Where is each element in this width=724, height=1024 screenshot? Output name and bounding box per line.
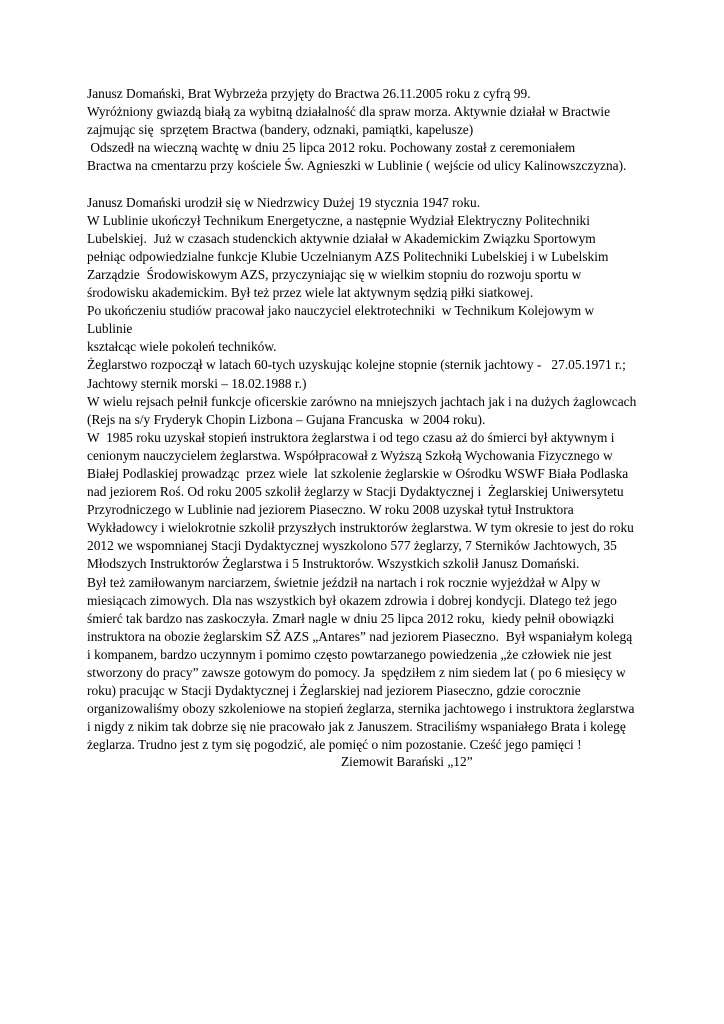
text-line: żeglarza. Trudno jest z tym się pogodzić, ale pomięć o nim pozostanie. Cześć jego pamięci !: [87, 737, 582, 753]
text-line: i kompanem, bardzo uczynnym i pomimo często powtarzanego powiedzenia „że człowiek nie jest: [87, 646, 612, 662]
text-line: śmierć tak bardzo nas zaskoczyła. Zmarł nagle w dniu 25 lipca 2012 roku, kiedy pełnił obowiązki: [87, 610, 615, 626]
text-line: Lubelskiej. Już w czasach studenckich aktywnie działał w Akademickim Związku Sportowym: [87, 230, 596, 246]
text-line: miesiącach zimowych. Dla nas wszystkich był okazem zdrowia i dobrej kondycji. Dlatego też jego: [87, 592, 617, 608]
text-line: Przyrodniczego w Lublinie nad jeziorem Piaseczno. W roku 2008 uzyskał tytuł Instruktora: [87, 502, 574, 518]
text-line: środowisku akademickim. Był też przez wiele lat aktywnym sędzią piłki siatkowej.: [87, 285, 534, 301]
text-line: Bractwa na cmentarzu przy kościele Św. Agnieszki w Lublinie ( wejście od ulicy Kalinowszczyzna).: [87, 158, 627, 174]
text-line: Był też zamiłowanym narciarzem, świetnie jeździł na nartach i rok rocznie wyjeżdżał w Alpy w: [87, 574, 601, 590]
text-line: Wykładowcy i wielokrotnie szkolił przyszłych instruktorów żeglarstwa. W tym okresie to jest do roku: [87, 520, 634, 536]
document-body: [87, 85, 647, 754]
paragraph-biography: [87, 194, 647, 755]
text-line: kształcąc wiele pokoleń techników.: [87, 339, 277, 355]
text-line: Lublinie: [87, 321, 133, 337]
text-line: Żeglarstwo rozpoczął w latach 60-tych uzyskując kolejne stopnie (sternik jachtowy - 27.05.1971 r.;: [87, 357, 626, 373]
text-line: zajmując się sprzętem Bractwa (bandery, odznaki, pamiątki, kapelusze): [87, 122, 474, 138]
text-line: W 1985 roku uzyskał stopień instruktora żeglarstwa i od tego czasu aż do śmierci był aktywnym i: [87, 429, 615, 445]
text-line: pełniąc odpowiedzialne funkcje Klubie Uczelnianym AZS Politechniki Lubelskiej i w Lubelskim: [87, 248, 609, 264]
text-line: roku) pracując w Stacji Dydaktycznej i Żeglarskiej nad jeziorem Piaseczno, gdzie corocznie: [87, 683, 581, 699]
text-line: Janusz Domański urodził się w Niedrzwicy Dużej 19 stycznia 1947 roku.: [87, 194, 481, 210]
text-line: instruktora na obozie żeglarskim SŻ AZS „Antares” nad jeziorem Piaseczno. Był wspaniałym kolegą: [87, 628, 633, 644]
text-line: (Rejs na s/y Fryderyk Chopin Lizbona – Gujana Francuska w 2004 roku).: [87, 411, 486, 427]
text-line: Janusz Domański, Brat Wybrzeża przyjęty do Bractwa 26.11.2005 roku z cyfrą 99.: [87, 86, 531, 101]
text-line: Po ukończeniu studiów pracował jako nauczyciel elektrotechniki w Technikum Kolejowym w: [87, 303, 595, 319]
text-line: W Lublinie ukończył Technikum Energetyczne, a następnie Wydział Elektryczny Politechniki: [87, 212, 590, 228]
text-line: Młodszych Instruktorów Żeglarstwa i 5 Instruktorów. Wszystkich szkolił Janusz Domański.: [87, 556, 580, 572]
paragraph-membership: [87, 85, 647, 175]
text-line: i nigdy z nikim tak dobrze się nie pracowało jak z Januszem. Straciliśmy wspaniałego Brata i kolegę: [87, 719, 626, 735]
paragraph-spacer: [87, 175, 647, 193]
text-line: organizowaliśmy obozy szkoleniowe na stopień żeglarza, sternika jachtowego i instruktora żeglarstwa: [87, 701, 635, 717]
text-line: Odszedł na wieczną wachtę w dniu 25 lipca 2012 roku. Pochowany został z ceremoniałem: [87, 140, 576, 156]
text-line: nad jeziorem Roś. Od roku 2005 szkolił żeglarzy w Stacji Dydaktycznej i Żeglarskiej Uniwersytetu: [87, 484, 624, 500]
text-line: Wyróżniony gwiazdą białą za wybitną działalność dla spraw morza. Aktywnie działał w Bractwie: [87, 104, 611, 120]
text-line: cenionym nauczycielem żeglarstwa. Współpracował z Wyższą Szkołą Wychowania Fizycznego w: [87, 447, 613, 463]
text-line: Białej Podlaskiej prowadząc przez wiele lat szkolenie żeglarskie w Ośrodku WSWF Biała Podlaska: [87, 465, 629, 481]
text-line: 2012 we wspomnianej Stacji Dydaktycznej wyszkolono 577 żeglarzy, 7 Sterników Jachtowych, 35: [87, 538, 617, 554]
text-line: stworzony do pracy” zawsze gotowym do pomocy. Ja spędziłem z nim siedem lat ( po 6 miesięcy w: [87, 665, 626, 680]
text-line: Jachtowy sternik morski – 18.02.1988 r.): [87, 375, 307, 391]
text-line: W wielu rejsach pełnił funkcje oficerskie zarówno na mniejszych jachtach jak i na dużych żaglowcach: [87, 393, 637, 409]
text-line: Zarządzie Środowiskowym AZS, przyczyniając się w wielkim stopniu do rozwoju sportu w: [87, 266, 582, 282]
author-signature: Ziemowit Barański „12”: [341, 754, 473, 769]
